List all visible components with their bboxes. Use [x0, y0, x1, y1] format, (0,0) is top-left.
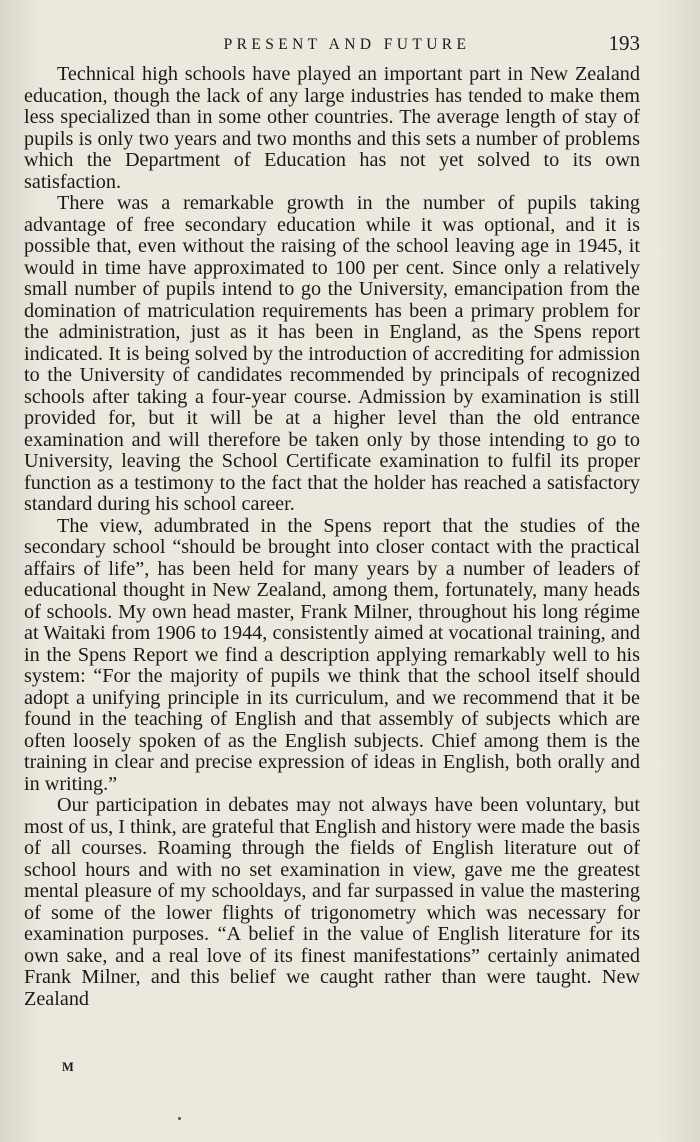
paragraph: There was a remarkable growth in the number of pupils taking advantage of free secondary education while it was optional, and it is possible that, even without the raising of the school leaving age in 1945, it would in time have approximated to 100 per cent. Since only a relatively small number of pupils intend to go the University, emancipation from the domination of matriculation requirements has been a primary problem for the administration, just as it has been in England, as the Spens report indicated. It is being solved by the introduction of accrediting for admission to the University of candidates recommended by principals of recognized schools after taking a four-year course. Admission by examination is still provided for, but it will be at a higher level than the old entrance examination and will therefore be taken only by those intending to go to University, leaving the School Certificate examination to fulfil its proper function as a testimony to the fact that the holder has reached a satisfactory standard during his school career.: [24, 192, 640, 515]
body-text: [24, 64, 640, 1010]
ink-speck: [178, 1117, 181, 1120]
paragraph: Our participation in debates may not always have been voluntary, but most of us, I think, are grateful that English and history were made the basis of all courses. Roaming through the fields of English literature out of school hours and with no set examination in view, gave me the greatest mental pleasure of my schooldays, and far surpassed in value the mastering of some of the lower flights of trigonometry which was necessary for examination purposes. “A belief in the value of English literature for its own sake, and a real love of its finest manifestations” certainly animated Frank Milner, and this belief we caught rather than were taught. New Zealand: [24, 794, 640, 1010]
page-header: [24, 30, 640, 60]
paragraph: Technical high schools have played an important part in New Zealand education, though the lack of any large industries has tended to make them less specialized than in some other countries. The average length of stay of pupils is only two years and two months and this sets a number of problems which the Department of Education has not yet solved to its own satisfaction.: [24, 63, 640, 193]
page-number: 193: [608, 31, 640, 55]
running-head: PRESENT AND FUTURE: [223, 36, 471, 53]
paragraph: The view, adumbrated in the Spens report that the studies of the secondary school “should be brought into closer contact with the practical affairs of life”, has been held for many years by a number of leaders of educational thought in New Zealand, among them, fortunately, many heads of schools. My own head master, Frank Milner, throughout his long régime at Waitaki from 1906 to 1944, consistently aimed at vocational training, and in the Spens Report we find a description applying remarkably well to his system: “For the majority of pupils we think that the school itself should adopt a unifying principle in its curriculum, and we recommend that it be found in the teaching of English and that assembly of subjects which are often loosely spoken of as the English subjects. Chief among them is the training in clear and precise expression of ideas in English, both orally and in writing.”: [24, 514, 640, 795]
signature-mark: M: [62, 1060, 75, 1074]
